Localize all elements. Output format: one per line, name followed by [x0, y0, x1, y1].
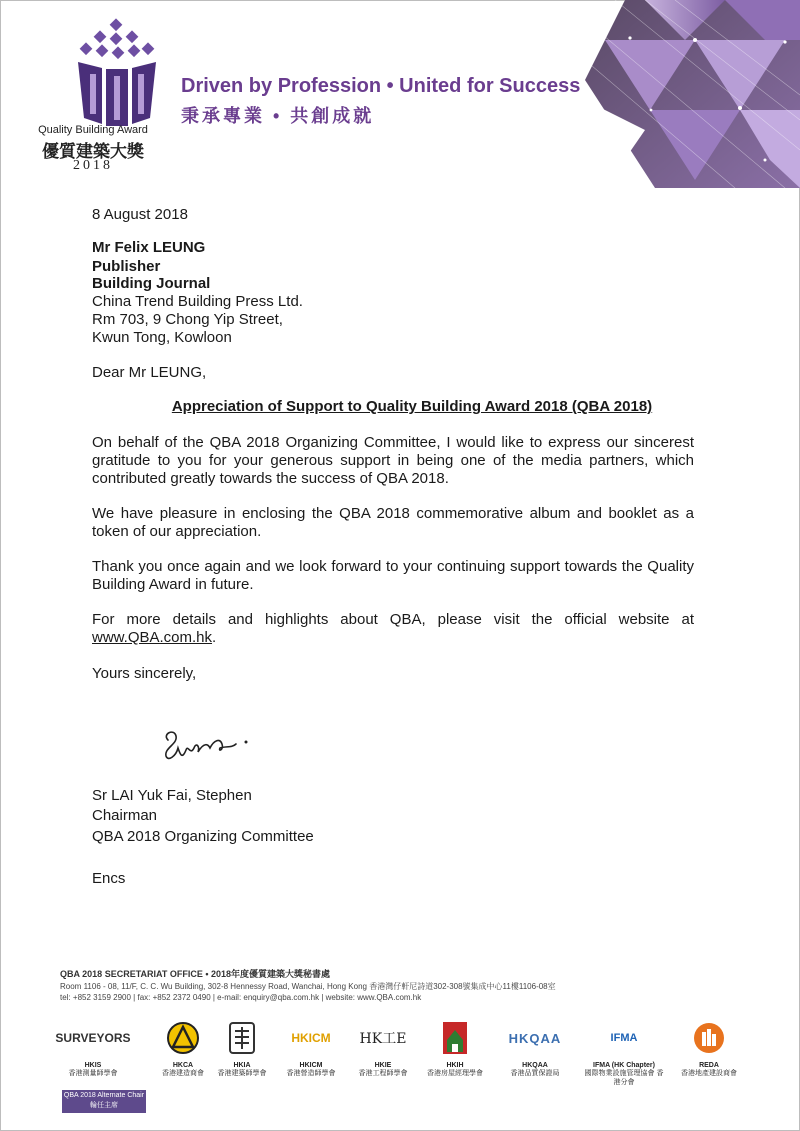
secretariat-address: Room 1106 - 08, 11/F, C. C. Wu Building, 302-8 Hennessy Road, Wanchai, Hong Kong 香港灣仔軒尼詩道302-308號集成中心11樓1106-08室	[60, 982, 556, 991]
org-abbr: HKQAA	[522, 1062, 548, 1069]
org-abbr: HKIH	[446, 1062, 464, 1069]
hkqaa-logo-icon: HKQAA	[508, 1030, 562, 1046]
org-abbr: IFMA (HK Chapter)	[593, 1062, 655, 1069]
hkih-logo-icon	[441, 1020, 469, 1056]
signature-image	[160, 726, 270, 772]
paragraph-2: We have pleasure in enclosing the QBA 2018 commemorative album and booklet as a token of our appreciation.	[92, 505, 694, 540]
award-name-chinese: 優質建築大獎	[42, 142, 144, 162]
recipient-address-line-1: China Trend Building Press Ltd.	[92, 293, 303, 310]
alternate-chair-badge	[62, 1090, 146, 1113]
letter-subject: Appreciation of Support to Quality Building Award 2018 (QBA 2018)	[171, 398, 653, 415]
org-name: 香港地產建設商會	[681, 1070, 737, 1077]
org-hkih	[414, 1020, 496, 1078]
org-abbr: HKICM	[299, 1062, 323, 1069]
org-abbr: HKIE	[374, 1062, 392, 1069]
secretariat-office: QBA 2018 SECRETARIAT OFFICE • 2018年度優質建築大獎秘書處	[60, 969, 331, 979]
slogan-chinese: 秉承專業 • 共創成就	[181, 106, 375, 126]
secretariat-contact: tel: +852 3159 2900 | fax: +852 2372 0490 | e-mail: enquiry@qba.com.hk | website: www.QBA.com.hk	[60, 993, 422, 1002]
enclosure-note: Encs	[92, 870, 126, 887]
recipient-address-line-2: Rm 703, 9 Chong Yip Street,	[92, 311, 283, 328]
recipient-organization: Building Journal	[92, 275, 211, 292]
org-abbr: HKIS	[84, 1062, 102, 1069]
hkicm-logo-icon: HKICM	[291, 1031, 331, 1045]
recipient-address-line-3: Kwun Tong, Kowloon	[92, 329, 232, 346]
website-link[interactable]: www.QBA.com.hk	[92, 629, 213, 646]
paragraph-4-text: For more details and highlights about QBA, please visit the official website at	[92, 611, 694, 628]
signer-title: Chairman	[92, 807, 158, 824]
award-name: Quality Building Award	[38, 124, 148, 136]
recipient-title: Publisher	[92, 258, 161, 275]
letter-date: 8 August 2018	[92, 206, 188, 223]
alternate-chair-en: QBA 2018 Alternate Chair	[63, 1092, 145, 1099]
org-hkie	[342, 1020, 424, 1078]
org-hkicm	[270, 1020, 352, 1078]
org-abbr: REDA	[699, 1062, 719, 1069]
signer-name: Sr LAI Yuk Fai, Stephen	[92, 787, 252, 804]
org-name: 香港房屋經理學會	[427, 1070, 483, 1077]
org-reda	[668, 1020, 750, 1078]
org-name: 香港品質保證局	[510, 1070, 560, 1077]
org-name: 香港工程師學會	[358, 1070, 408, 1077]
award-year: 2018	[73, 158, 113, 173]
org-abbr: HKIA	[233, 1062, 251, 1069]
header-decoration-pattern	[585, 0, 800, 188]
paragraph-4	[92, 611, 694, 647]
org-hkqaa	[494, 1020, 576, 1078]
reda-logo-icon	[692, 1021, 726, 1055]
paragraph-3: Thank you once again and we look forward to your continuing support towards the Quality Building Award in future.	[92, 558, 694, 593]
ifma-logo-icon: IFMA	[610, 1032, 638, 1044]
closing: Yours sincerely,	[92, 665, 197, 682]
signer-organization: QBA 2018 Organizing Committee	[92, 828, 314, 845]
slogan-english: Driven by Profession • United for Success	[181, 75, 581, 97]
hkia-logo-icon	[227, 1021, 257, 1055]
hkie-logo-icon: HK工E	[359, 1031, 407, 1047]
org-name: 香港建造商會	[162, 1070, 204, 1077]
org-name: 香港測量師學會	[68, 1070, 118, 1077]
org-name: 國際物業設施管理協會 香港分會	[584, 1070, 664, 1086]
org-abbr: HKCA	[172, 1062, 194, 1069]
org-name: 香港建築師學會	[217, 1070, 267, 1077]
paragraph-1: On behalf of the QBA 2018 Organizing Committee, I would like to express our sincerest gratitude to you for your generous support in being one of the media partners, which contributed greatly towards the success of QBA 2018.	[92, 434, 694, 487]
recipient-name: Mr Felix LEUNG	[92, 239, 206, 256]
hkca-logo-icon	[166, 1021, 200, 1055]
hkis-logo-icon: SURVEYORS	[55, 1031, 131, 1045]
salutation: Dear Mr LEUNG,	[92, 364, 207, 381]
org-ifma	[583, 1020, 665, 1087]
org-hkis	[52, 1020, 134, 1078]
alternate-chair-cn: 輪任主席	[90, 1102, 118, 1109]
org-name: 香港營造師學會	[286, 1070, 336, 1077]
paragraph-4-period: .	[212, 629, 217, 646]
